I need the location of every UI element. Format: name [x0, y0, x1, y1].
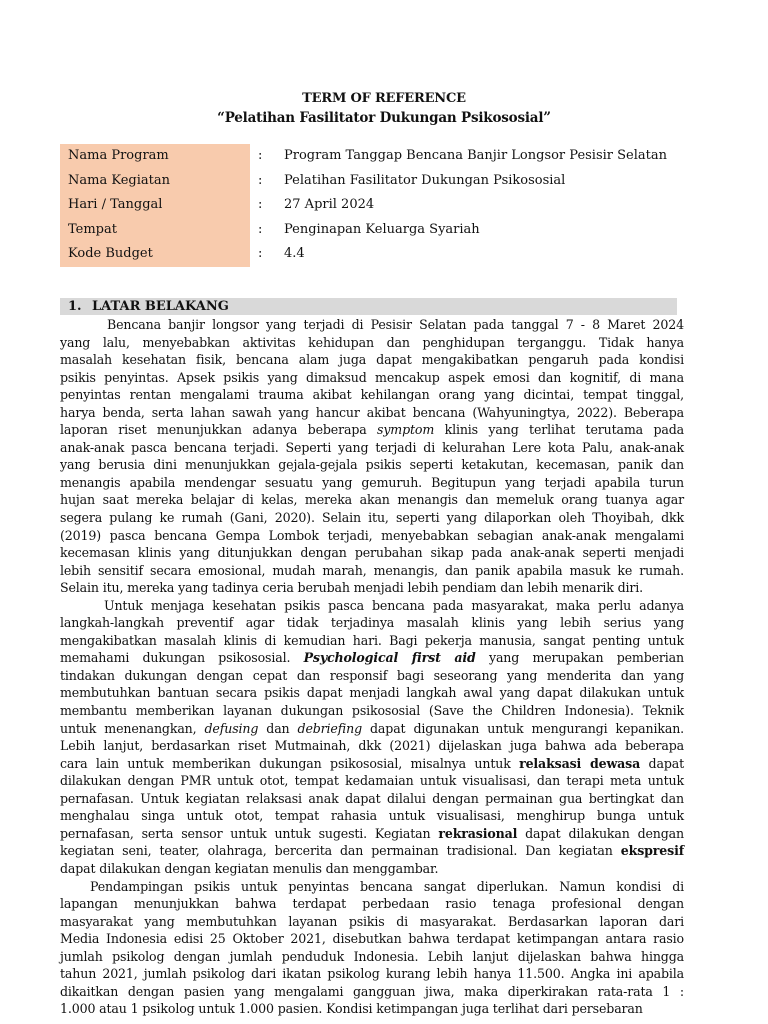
section-body	[60, 316, 684, 1018]
text-line: membantu memberikan layanan dukungan psikososial (Save the Children Indonesia). Teknik	[60, 703, 684, 719]
text-line: penyintas rentan mengalami trauma akibat kehilangan orang yang dicintai, tempat tinggal,	[60, 387, 684, 403]
text-segment: laporan riset menunjukkan adanya beberapa	[60, 422, 378, 438]
text-segment: memahami dukungan psikososial.	[60, 650, 304, 666]
text-segment: untuk menenangkan,	[60, 720, 205, 736]
text-line: Selain itu, mereka yang tadinya ceria berubah menjadi lebih pendiam dan lebih menarik diri.	[60, 580, 643, 596]
info-row	[60, 144, 680, 169]
text-segment: kegiatan seni, teater, olahraga, bercerita dan permainan tradisional. Dan kegiatan	[60, 843, 621, 859]
text-line	[60, 842, 684, 860]
text-line: tindakan dukungan dengan cepat dan responsif bagi seseorang yang menderita dan yang	[60, 667, 684, 683]
info-colon: :	[258, 148, 263, 163]
info-colon: :	[258, 221, 263, 237]
text-segment: debriefing	[297, 720, 362, 736]
info-label: Kode Budget	[60, 242, 250, 267]
text-line: hujan saat mereka belajar di kelas, mereka akan menangis dan memeluk orang tuanya agar	[60, 492, 684, 508]
text-line: Lebih lanjut, berdasarkan riset Mutmainah, dkk (2021) dijelaskan juga bahwa ada beberapa	[60, 738, 684, 754]
text-line: Pendampingan psikis untuk penyintas bencana sangat diperlukan. Namun kondisi di	[90, 878, 684, 894]
text-segment: defusing	[204, 720, 259, 736]
text-segment: dapat digunakan untuk mengurangi kepanikan.	[362, 720, 685, 736]
text-line: Untuk menjaga kesehatan psikis pasca bencana pada masyarakat, maka perlu adanya	[104, 597, 684, 613]
paragraph	[60, 597, 684, 878]
section-title: LATAR BELAKANG	[92, 299, 229, 314]
text-line: harya benda, serta lahan sawah yang hancur akibat bencana (Wahyuningtya, 2022). Beberapa	[60, 404, 684, 420]
text-line: Bencana banjir longsor yang terjadi di Pesisir Selatan pada tanggal 7 - 8 Maret 2024	[107, 317, 684, 332]
program-info-table	[60, 144, 680, 267]
text-segment: relaksasi dewasa	[519, 755, 641, 771]
text-segment: rekrasional	[438, 825, 518, 841]
text-segment: yang merupakan pemberian	[475, 650, 684, 666]
text-line: 1.000 atau 1 psikolog untuk 1.000 pasien. Kondisi ketimpangan juga terlihat dari persebaran	[60, 1001, 643, 1017]
info-label: Nama Program	[60, 144, 250, 169]
info-value: 4.4	[284, 246, 305, 262]
text-line	[60, 720, 684, 738]
info-label: Nama Kegiatan	[60, 169, 250, 194]
text-line: dikaitkan dengan pasien yang mengalami gangguan jiwa, maka diperkirakan rata-rata 1 :	[60, 983, 684, 999]
text-line: kecemasan klinis yang ditunjukkan dengan perubahan sikap pada anak-anak seperti menjadi	[60, 545, 684, 561]
text-line: yang berusia dini menunjukkan gejala-gejala psikis seperti ketakutan, kecemasan, panik dan	[60, 457, 684, 473]
section-number: 1.	[68, 299, 82, 314]
text-segment: pernafasan, serta sensor untuk untuk sugesti. Kegiatan	[60, 825, 439, 841]
text-line: membutuhkan bantuan secara psikis dapat menjadi langkah awal yang dapat dilakukan untuk	[60, 685, 684, 701]
info-label: Hari / Tanggal	[60, 193, 250, 218]
text-line: langkah-langkah preventif agar tidak terjadinya masalah klinis yang lebih serius yang	[60, 615, 684, 631]
document-subtitle: “Pelatihan Fasilitator Dukungan Psikososial”	[217, 110, 551, 126]
text-line: pernafasan. Untuk kegiatan relaksasi anak dapat dilalui dengan permainan gua bertingkat dan	[60, 790, 684, 806]
text-segment: cara lain untuk memberikan dukungan psikososial, misalnya untuk	[60, 755, 520, 771]
text-line: (2019) pasca bencana Gempa Lombok terjadi, menyebabkan sebagian anak-anak mengalami	[60, 527, 684, 543]
info-value: Pelatihan Fasilitator Dukungan Psikososial	[284, 172, 566, 188]
text-segment: symptom	[377, 422, 435, 438]
info-value: 27 April 2024	[284, 197, 375, 213]
text-line: segera pulang ke rumah (Gani, 2020). Selain itu, seperti yang dilaporkan oleh Thoyibah, dkk	[60, 510, 684, 526]
info-row	[60, 193, 680, 218]
paragraph	[60, 878, 684, 1018]
text-line	[60, 649, 684, 667]
text-line: masyarakat yang membutuhkan layanan psikis di masyarakat. Berdasarkan laporan dari	[60, 913, 684, 929]
text-line: lebih sensitif secara emosional, mudah marah, menangis, dan panik apabila masuk ke rumah.	[60, 562, 684, 578]
info-row	[60, 169, 680, 194]
text-line	[60, 755, 684, 773]
text-segment: dapat	[640, 755, 684, 771]
info-row	[60, 218, 680, 243]
text-line: masalah kesehatan fisik, bencana alam juga dapat mengakibatkan pengaruh pada kondisi	[60, 352, 684, 368]
text-line: mengakibatkan masalah klinis di kemudian hari. Bagi pekerja manusia, sangat penting untuk	[60, 632, 684, 648]
text-segment: Psychological first aid	[303, 650, 476, 666]
text-line: dilakukan dengan PMR untuk otot, tempat kedamaian untuk visualisasi, dan terapi meta untuk	[60, 773, 684, 789]
paragraph	[60, 316, 684, 597]
info-label: Tempat	[60, 218, 250, 243]
text-line: lapangan menunjukkan bahwa terdapat perbedaan rasio tenaga profesional dengan	[60, 896, 684, 912]
text-line: menghalau singa untuk otot, tempat rahasia untuk visualisasi, menghirup bunga untuk	[60, 808, 684, 824]
document-title: TERM OF REFERENCE	[302, 91, 466, 106]
text-line: menangis apabila mendengar sesuatu yang gemuruh. Begitupun yang terjadi apabila turun	[60, 474, 684, 490]
text-line: psikis penyintas. Apsek psikis yang dimaksud mencakup aspek emosi dan kognitif, di mana	[60, 369, 684, 385]
text-segment: dan	[258, 720, 298, 736]
text-line: Media Indonesia edisi 25 Oktober 2021, disebutkan bahwa terdapat ketimpangan antara rasio	[60, 931, 684, 947]
text-segment: dapat dilakukan dengan	[517, 825, 685, 841]
info-value: Penginapan Keluarga Syariah	[284, 221, 480, 237]
text-line	[60, 421, 684, 439]
text-segment: ekspresif	[620, 843, 684, 859]
text-line: dapat dilakukan dengan kegiatan menulis dan menggambar.	[60, 860, 439, 876]
text-line	[60, 825, 684, 843]
text-line: anak-anak pasca bencana terjadi. Seperti yang terjadi di kelurahan Lere kota Palu, anak-anak	[60, 439, 684, 455]
text-line: tahun 2021, jumlah psikolog dari ikatan psikolog kurang lebih hanya 11.500. Angka ini apabila	[60, 966, 684, 982]
text-line: yang lalu, menyebabkan aktivitas kehidupan dan penghidupan terganggu. Tidak hanya	[60, 334, 684, 350]
text-segment: klinis yang terlihat terutama pada	[434, 422, 684, 438]
info-colon: :	[258, 197, 263, 213]
info-colon: :	[258, 246, 263, 262]
section-heading	[60, 298, 677, 315]
info-colon: :	[258, 172, 263, 188]
info-value: Program Tanggap Bencana Banjir Longsor Pesisir Selatan	[284, 148, 667, 163]
info-row	[60, 242, 680, 267]
text-line: jumlah psikolog dengan jumlah penduduk Indonesia. Lebih lanjut dijelaskan bahwa hingga	[60, 948, 684, 964]
